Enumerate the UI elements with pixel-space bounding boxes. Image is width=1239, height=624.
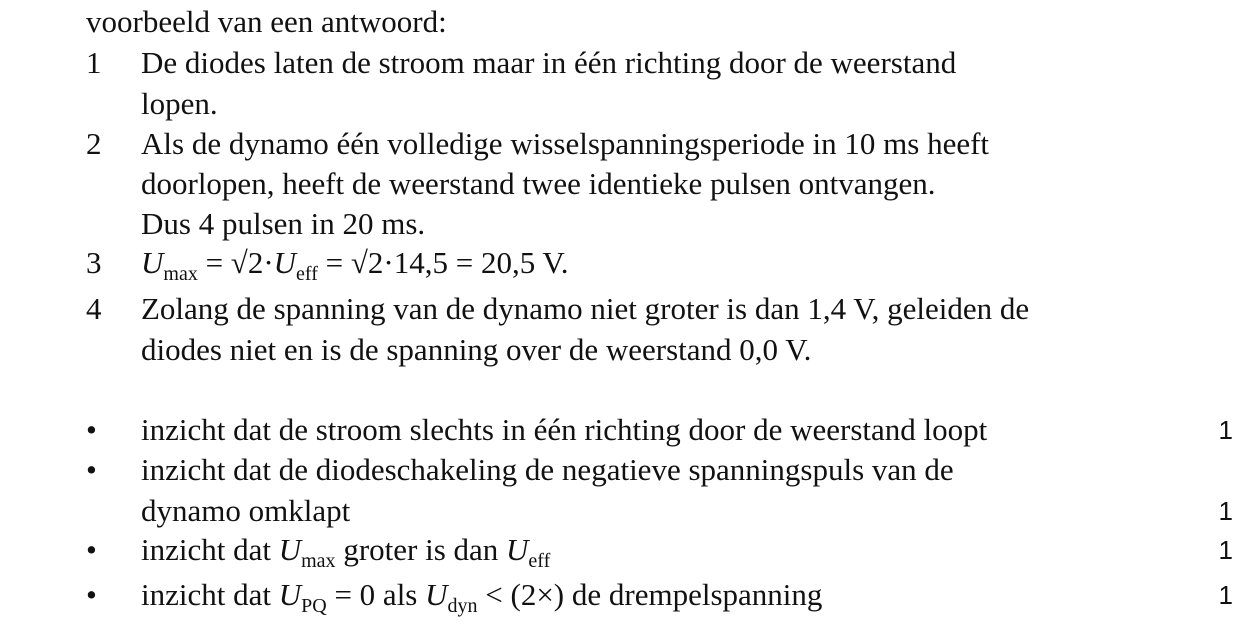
step-2-line-2: doorlopen, heeft de weerstand twee identieke pulsen ontvangen. [141, 166, 936, 201]
step-4-line-1: Zolang de spanning van de dynamo niet groter is dan 1,4 V, geleiden de [141, 291, 1030, 326]
intro-text: voorbeeld van een antwoord: [86, 4, 447, 39]
criterion-4-score: 1 [1218, 580, 1233, 610]
criterion-2-line-1: inzicht dat de diodeschakeling de negatieve spanningspuls van de [141, 452, 954, 487]
step-1-line-2: lopen. [141, 86, 218, 121]
formula-sub-max: max [163, 263, 198, 285]
criterion-4-bullet: • [86, 577, 97, 612]
step-2-number: 2 [86, 126, 102, 161]
criterion-4-var-u-2: U [425, 577, 448, 612]
step-4-number: 4 [86, 291, 102, 326]
criterion-2-line-2: dynamo omklapt [141, 493, 351, 528]
criterion-3-sub-eff: eff [528, 550, 551, 572]
formula-sub-eff: eff [296, 263, 318, 285]
formula-var-u: U [141, 245, 164, 280]
criterion-3-var-u: U [278, 532, 302, 567]
criterion-2-bullet: • [86, 452, 97, 487]
formula-rest: = √2·14,5 = 20,5 V. [317, 245, 569, 280]
criterion-4-sub-pq: PQ [301, 595, 327, 617]
formula-var-u-2: U [273, 245, 297, 280]
criterion-1-bullet: • [86, 412, 97, 447]
criterion-3-var-u-2: U [506, 532, 529, 567]
criterion-4-text [141, 575, 822, 615]
criterion-3-bullet: • [86, 532, 97, 567]
step-1-number: 1 [86, 45, 102, 80]
step-2-line-1: Als de dynamo één volledige wisselspanningsperiode in 10 ms heeft [141, 126, 990, 161]
criterion-4-rest: < (2×) de drempelspanning [477, 577, 823, 612]
formula-mid: = √2· [197, 245, 274, 280]
criterion-4-pre: inzicht dat [141, 577, 279, 612]
criterion-3-score: 1 [1218, 535, 1233, 565]
criterion-1-text: inzicht dat de stroom slechts in één richting door de weerstand loopt [141, 412, 988, 447]
criterion-2-score: 1 [1218, 496, 1233, 526]
criterion-4-mid: = 0 als [326, 577, 426, 612]
criterion-3-pre: inzicht dat [141, 532, 279, 567]
step-3-formula [141, 243, 569, 283]
criterion-3-text [141, 530, 550, 570]
step-4-line-2: diodes niet en is de spanning over de weerstand 0,0 V. [141, 332, 812, 367]
criterion-3-sub-max: max [301, 550, 336, 572]
criterion-1-score: 1 [1218, 415, 1233, 445]
step-1-line-1: De diodes laten de stroom maar in één richting door de weerstand [141, 45, 957, 80]
criterion-4-var-u: U [278, 577, 302, 612]
criterion-4-sub-dyn: dyn [447, 595, 478, 617]
step-3-number: 3 [86, 245, 102, 280]
step-2-line-3: Dus 4 pulsen in 20 ms. [141, 206, 426, 241]
criterion-3-mid: groter is dan [335, 532, 507, 567]
